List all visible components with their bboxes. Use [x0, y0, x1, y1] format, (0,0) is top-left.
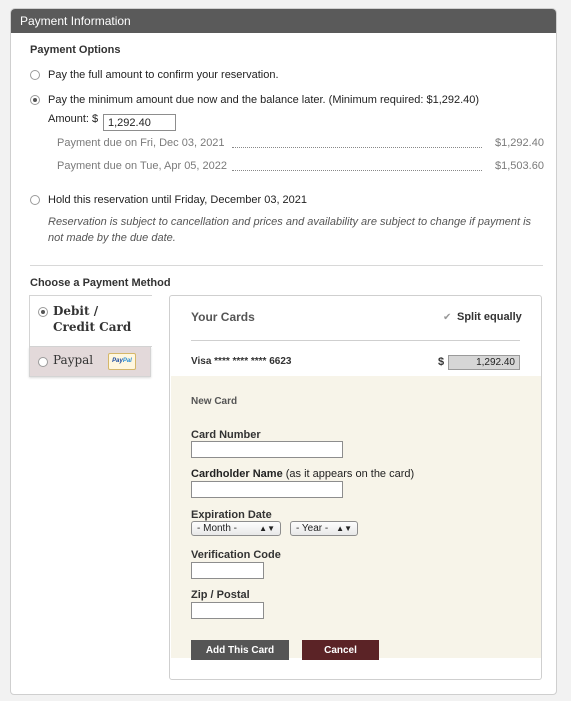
verification-code-input[interactable]: [191, 562, 264, 579]
cardholder-hint: (as it appears on the card): [285, 468, 415, 480]
month-select[interactable]: [191, 521, 281, 536]
hold-note: Reservation is subject to cancellation and prices and availability are subject to change if payment is not made by the due date.: [48, 216, 532, 244]
year-select-value: - Year -: [296, 523, 329, 534]
paypal-logo-icon: PayPal: [108, 353, 136, 370]
cancel-button[interactable]: Cancel: [302, 640, 379, 660]
new-card-title: New Card: [191, 396, 238, 407]
schedule-2-label: Payment due on Tue, Apr 05, 2022: [57, 160, 228, 172]
option-minimum-label[interactable]: Pay the minimum amount due now and the balance later. (Minimum required: $1,292.40): [48, 94, 480, 106]
amount-label: Amount: $: [48, 113, 99, 125]
card-number-label: Card Number: [191, 429, 261, 441]
schedule-2-leader: [232, 170, 482, 171]
schedule-1-leader: [232, 147, 482, 148]
your-cards-title: Your Cards: [191, 310, 255, 324]
cardholder-label: Cardholder Name: [191, 468, 283, 480]
expiration-label: Expiration Date: [191, 509, 272, 521]
schedule-1-label: Payment due on Fri, Dec 03, 2021: [57, 137, 225, 149]
new-card-form: [171, 376, 541, 658]
card-number-input[interactable]: [191, 441, 343, 458]
add-card-button[interactable]: Add This Card: [191, 640, 289, 660]
tab-paypal[interactable]: [29, 347, 151, 377]
option-full-label[interactable]: Pay the full amount to confirm your reservation.: [48, 69, 279, 81]
split-equally-label[interactable]: Split equally: [457, 311, 522, 323]
paypal-radio[interactable]: [38, 357, 48, 367]
payment-options-heading: Payment Options: [30, 44, 121, 56]
schedule-1-amount: $1,292.40: [495, 137, 544, 149]
year-select[interactable]: [290, 521, 358, 536]
zip-input[interactable]: [191, 602, 264, 619]
verification-code-label: Verification Code: [191, 549, 281, 561]
payment-method-heading: Choose a Payment Method: [30, 277, 171, 289]
tab-debit-credit-card[interactable]: [29, 295, 152, 347]
zip-label: Zip / Postal: [191, 589, 250, 601]
select-arrows-icon: ▲▼: [336, 524, 352, 533]
option-minimum-radio[interactable]: [30, 95, 40, 105]
saved-card-currency: $: [438, 356, 445, 368]
panel-header: Payment Information: [11, 9, 556, 33]
amount-input[interactable]: [103, 114, 176, 131]
schedule-2-amount: $1,503.60: [495, 160, 544, 172]
tab-debit-label: Debit / Credit Card: [53, 304, 132, 334]
cards-divider: [191, 340, 520, 341]
saved-card-amount-input[interactable]: [448, 355, 520, 370]
cardholder-label-row: [191, 468, 414, 480]
debit-radio[interactable]: [38, 307, 48, 317]
option-full-radio[interactable]: [30, 70, 40, 80]
month-select-value: - Month -: [197, 523, 238, 534]
option-hold-label[interactable]: Hold this reservation until Friday, December 03, 2021: [48, 194, 308, 206]
option-hold-radio[interactable]: [30, 195, 40, 205]
split-equally-checkbox[interactable]: ✔: [443, 312, 452, 323]
cardholder-name-input[interactable]: [191, 481, 343, 498]
saved-card-label: Visa **** **** **** 6623: [191, 356, 292, 367]
section-divider: [30, 265, 543, 266]
cards-box: [169, 295, 542, 680]
payment-information-panel: [10, 8, 557, 695]
tab-paypal-label: Paypal: [53, 353, 94, 367]
select-arrows-icon: ▲▼: [259, 524, 275, 533]
